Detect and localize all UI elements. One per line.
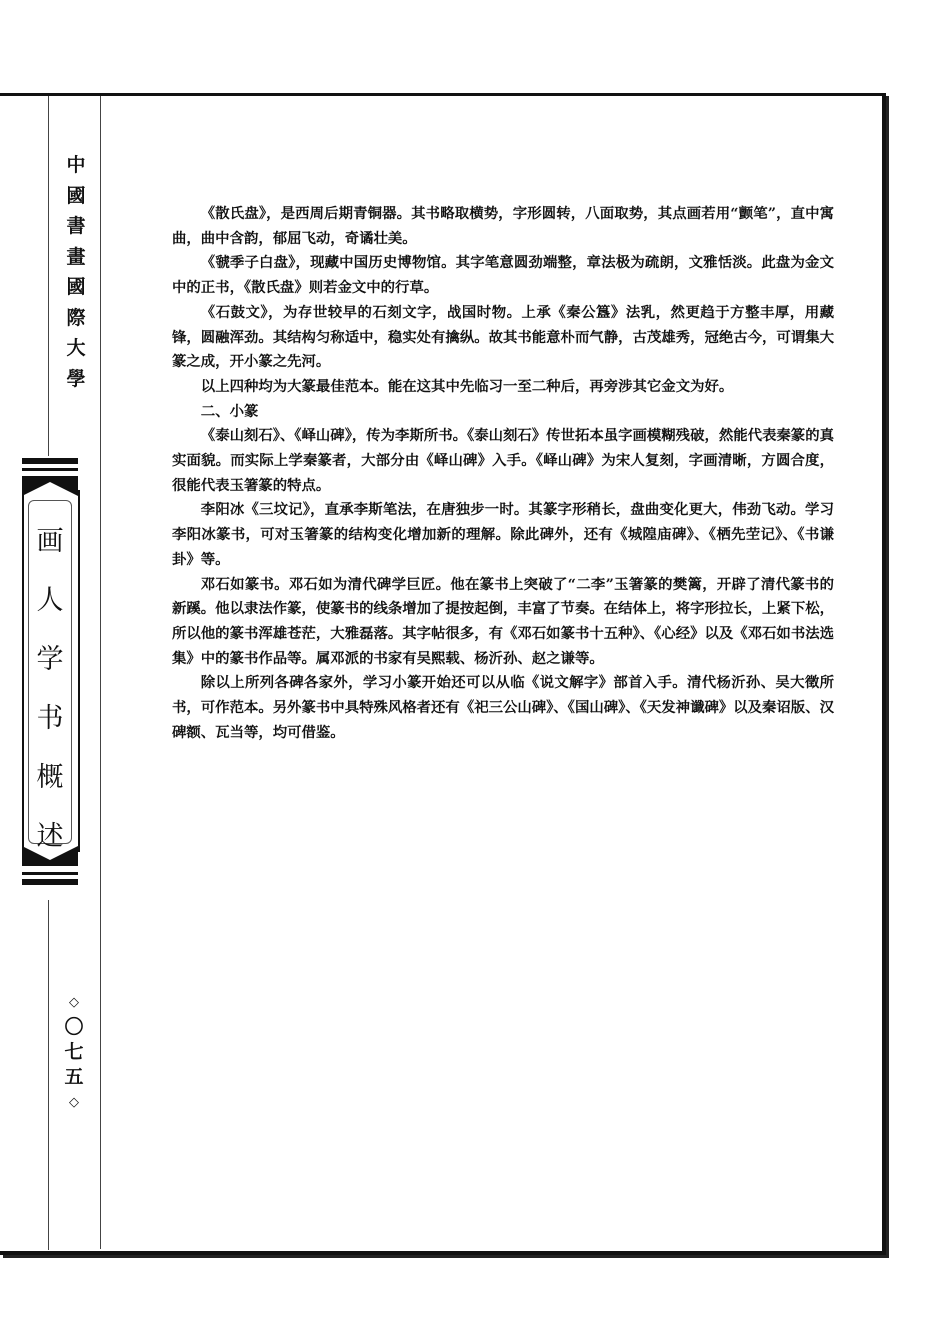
margin-rule	[48, 96, 49, 456]
paragraph: 《泰山刻石》、《峄山碑》，传为李斯所书。《泰山刻石》传世拓本虽字画模糊残破，然能代表秦篆的真实面貌。而实际上学秦篆者，大部分由《峄山碑》入手。《峄山碑》为宋人复刻，字画清晰，方圆合度，很能代表玉箸篆的特点。	[172, 427, 834, 494]
paragraph: 邓石如篆书。邓石如为清代碑学巨匠。他在篆书上突破了“二李”玉箸篆的樊篱，开辟了清代篆书的新蹊。他以隶法作篆，使篆书的线条增加了提按起倒，丰富了节奏。在结体上，将字形拉长，上紧下松，所以他的篆书浑雄苍茫，大雅磊落。其字帖很多，有《邓石如篆书十五种》、《心经》以及《邓石如书法选集》中的篆书作品等。属邓派的书家有吴熙载、杨沂孙、赵之谦等。	[172, 575, 834, 667]
book-title-char: 画	[36, 526, 64, 557]
banner-rule	[22, 872, 78, 875]
book-title-char: 述	[36, 821, 64, 852]
series-title-char: 中	[66, 154, 86, 176]
paragraph: 《散氏盘》，是西周后期青铜器。其书略取横势，字形圆转，八面取势，其点画若用“颤笔”，直中寓曲，曲中含韵，郁屈飞动，奇谲壮美。	[172, 205, 834, 247]
banner-rule	[22, 879, 78, 885]
banner-rule	[22, 458, 78, 464]
paragraph: 以上四种均为大篆最佳范本。能在这其中先临习一至二种后，再旁涉其它金文为好。	[200, 377, 734, 395]
book-title-char: 学	[36, 644, 64, 675]
paragraph: 《石鼓文》，为存世较早的石刻文字，战国时物。上承《秦公簋》法乳，然更趋于方整丰厚，用藏锋，圆融浑劲。其结构匀称适中，稳实处有擒纵。故其书能意朴而气静，古茂雄秀，冠绝古今，可谓集大篆之成，开小篆之先河。	[172, 303, 834, 371]
section-heading: 二、小篆	[200, 402, 259, 420]
body-text	[172, 202, 834, 745]
book-title-char: 书	[36, 703, 64, 734]
series-title-char: 學	[66, 367, 86, 390]
paragraph: 除以上所列各碑各家外，学习小篆开始还可以从临《说文解字》部首入手。清代杨沂孙、吴大徵所书，可作范本。另外篆书中具特殊风格者还有《祀三公山碑》、《国山碑》、《天发神谶碑》以及秦诏版、汉碑额、瓦当等，均可借鉴。	[172, 674, 834, 741]
banner-rule	[22, 468, 78, 471]
book-title-char: 概	[36, 762, 64, 793]
series-title-char: 國	[66, 184, 86, 207]
book-title	[28, 512, 72, 866]
series-title-char: 大	[66, 337, 86, 359]
paragraph: 《虢季子白盘》，现藏中国历史博物馆。其字笔意圆劲端整，章法极为疏朗，文雅恬淡。此盘为金文中的正书，《散氏盘》则若金文中的行草。	[172, 254, 834, 297]
series-title	[64, 150, 88, 394]
series-title-char: 畫	[66, 245, 86, 268]
page-number-digit: 五	[64, 1066, 84, 1088]
series-title-char: 際	[66, 306, 86, 329]
page-number-digit: 〇	[64, 1016, 84, 1038]
margin-rule	[100, 96, 101, 1249]
paragraph: 李阳冰《三坟记》，直承李斯笔法，在唐独步一时。其篆字形稍长，盘曲变化更大，伟劲飞动。学习李阳冰篆书，可对玉箸篆的结构变化增加新的理解。除此碑外，还有《城隍庙碑》、《栖先茔记》、《书谦卦》等。	[172, 501, 834, 568]
margin-rule	[48, 900, 49, 1250]
page-number	[62, 990, 86, 1115]
series-title-char: 國	[66, 276, 86, 298]
diamond-icon: ◇	[69, 1095, 79, 1110]
page-number-digit: 七	[64, 1041, 84, 1063]
diamond-icon: ◇	[69, 995, 79, 1010]
book-title-char: 人	[36, 585, 64, 616]
series-title-char: 書	[66, 215, 86, 237]
